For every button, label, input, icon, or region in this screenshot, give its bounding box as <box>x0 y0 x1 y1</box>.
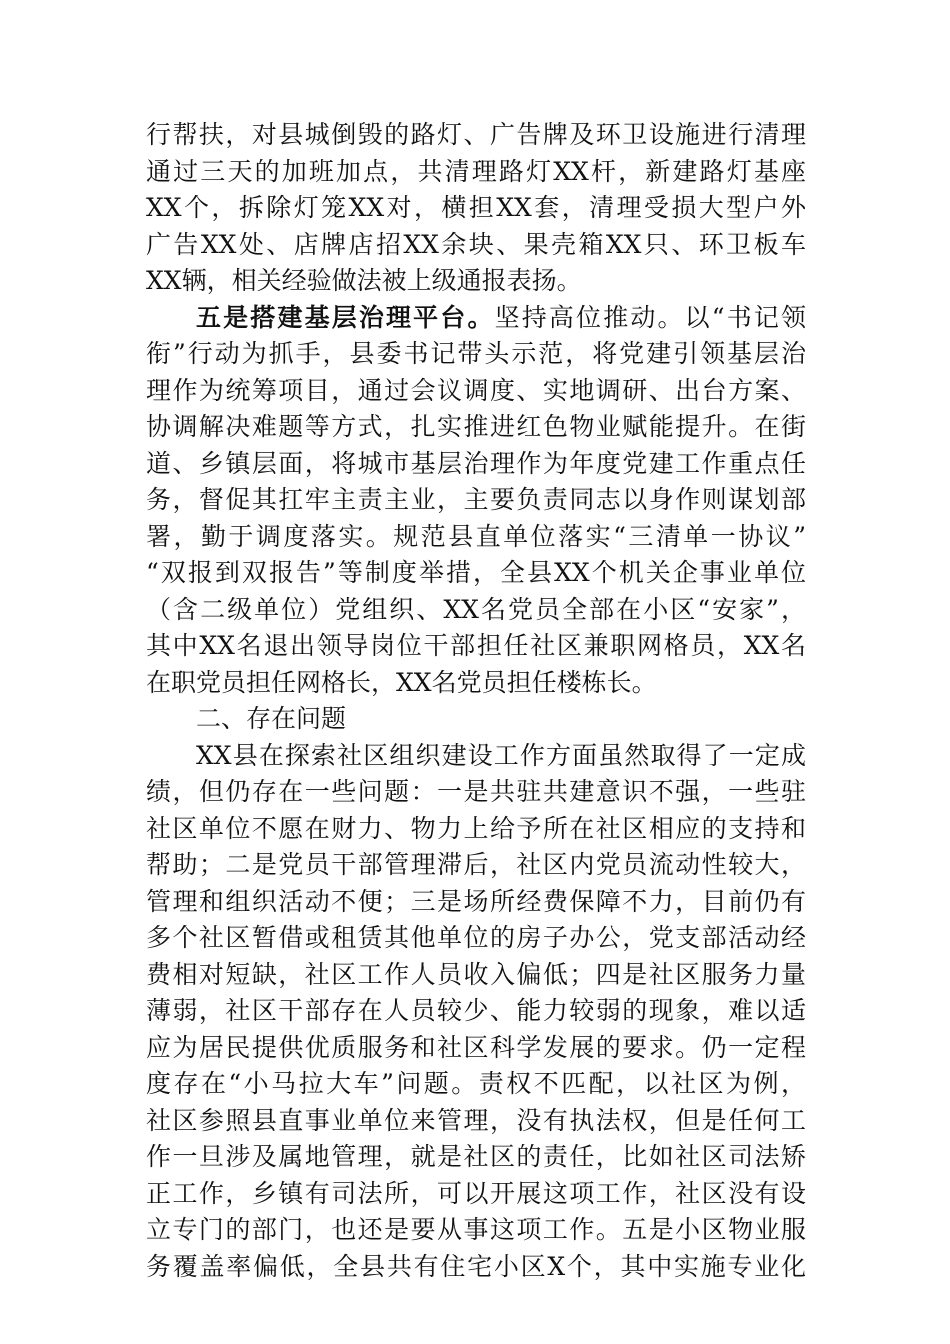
paragraph-line: 管理和组织活动不便；三是场所经费保障不力，目前仍有 <box>146 886 806 916</box>
paragraph-line: “双报到双报告”等制度举措，全县XX个机关企事业单位 <box>146 558 806 587</box>
paragraph-line: 正工作，乡镇有司法所，可以开展这项工作，社区没有设 <box>146 1178 806 1208</box>
paragraph-line: 理作为统筹项目，通过会议调度、实地调研、出台方案、 <box>146 375 806 405</box>
paragraph-line: 道、乡镇层面，将城市基层治理作为年度党建工作重点任 <box>146 448 806 478</box>
paragraph-line: 立专门的部门，也还是要从事这项工作。五是小区物业服 <box>146 1215 806 1244</box>
paragraph-line: 协调解决难题等方式，扎实推进红色物业赋能提升。在街 <box>146 412 806 441</box>
paragraph-line: 其中XX名退出领导岗位干部担任社区兼职网格员，XX名 <box>146 631 806 660</box>
paragraph-line: 绩，但仍存在一些问题：一是共驻共建意识不强，一些驻 <box>146 777 806 806</box>
paragraph-line: 广告XX处、店牌店招XX余块、果壳箱XX只、环卫板车 <box>146 229 806 259</box>
paragraph-line: 通过三天的加班加点，共清理路灯XX杆，新建路灯基座 <box>146 156 806 186</box>
paragraph-line: 费相对短缺，社区工作人员收入偏低；四是社区服务力量 <box>146 959 806 989</box>
section-five-first-line <box>146 300 806 337</box>
paragraph-line: 社区单位不愿在财力、物力上给予所在社区相应的支持和 <box>146 813 806 843</box>
paragraph-line: 署，勤于调度落实。规范县直单位落实“三清单一协议” <box>146 521 806 551</box>
paragraph-line: 务，督促其扛牢主责主业，主要负责同志以身作则谋划部 <box>146 485 806 514</box>
paragraph-line: 度存在“小马拉大车”问题。责权不匹配，以社区为例， <box>146 1069 806 1098</box>
paragraph-line: XX县在探索社区组织建设工作方面虽然取得了一定成 <box>196 740 806 770</box>
section-five-lead: 五是搭建基层治理平台。 <box>196 302 495 332</box>
paragraph-line: 务覆盖率偏低，全县共有住宅小区X个，其中实施专业化 <box>146 1251 806 1281</box>
paragraph-line: XX个，拆除灯笼XX对，横担XX套，清理受损大型户外 <box>146 193 806 222</box>
paragraph-line: 作一旦涉及属地管理，就是社区的责任，比如社区司法矫 <box>146 1142 806 1171</box>
section-five-text: 坚持高位推动。以“书记领 <box>494 302 806 332</box>
paragraph-line: 社区参照县直事业单位来管理，没有执法权，但是任何工 <box>146 1105 806 1135</box>
paragraph-line: （含二级单位）党组织、XX名党员全部在小区“安家”， <box>146 594 806 624</box>
paragraph-line: XX辆，相关经验做法被上级通报表扬。 <box>146 266 582 295</box>
paragraph-line: 应为居民提供优质服务和社区科学发展的要求。仍一定程 <box>146 1032 806 1062</box>
paragraph-line: 帮助；二是党员干部管理滞后，社区内党员流动性较大， <box>146 850 806 879</box>
paragraph-line: 衔”行动为抓手，县委书记带头示范，将党建引领基层治 <box>146 339 806 368</box>
paragraph-line: 行帮扶，对县城倒毁的路灯、广告牌及环卫设施进行清理 <box>146 120 806 149</box>
paragraph-line: 多个社区暂借或租赁其他单位的房子办公，党支部活动经 <box>146 923 806 952</box>
paragraph-line: 薄弱，社区干部存在人员较少、能力较弱的现象，难以适 <box>146 996 806 1025</box>
section-heading: 二、存在问题 <box>196 704 347 733</box>
paragraph-line: 在职党员担任网格长，XX名党员担任楼栋长。 <box>146 667 657 697</box>
document-body <box>146 117 806 1285</box>
